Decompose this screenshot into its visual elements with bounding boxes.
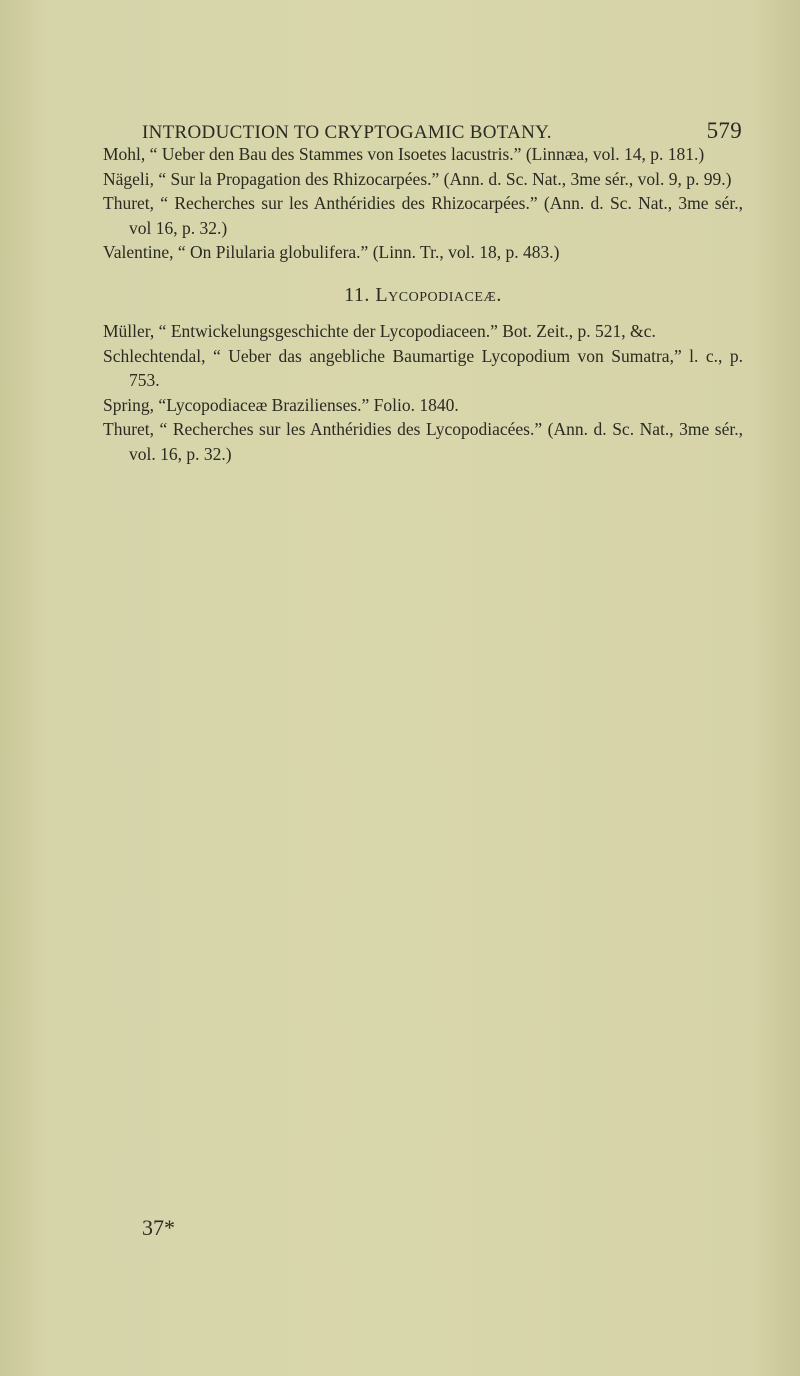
bibliography-entry: Spring, “Lycopodiaceæ Brazilienses.” Folio. 1840. xyxy=(103,394,459,415)
bibliography-entry: Mohl, “ Ueber den Bau des Stammes von Isoetes lacustris.” (Linnæa, vol. 14, p. 181.) xyxy=(103,144,705,164)
running-head-title: INTRODUCTION TO CRYPTOGAMIC BOTANY. xyxy=(142,122,552,143)
bibliography-entry: Thuret, “ Recherches sur les Anthéridies des Rhizocarpées.” (Ann. d. Sc. Nat., 3me sér., vol 16, p. 32.) xyxy=(103,193,743,238)
page-number: 579 xyxy=(706,118,742,143)
bibliography-entry: Thuret, “ Recherches sur les Anthéridies des Lycopodiacées.” (Ann. d. Sc. Nat., 3me sér., vol. 16, p. 32.) xyxy=(103,419,743,464)
bibliography-entry: Schlechtendal, “ Ueber das angebliche Baumartige Lycopodium von Sumatra,” l. c., p. 753. xyxy=(103,345,743,390)
signature-mark: 37* xyxy=(142,1215,175,1240)
running-head xyxy=(142,118,742,144)
section-heading: 11. Lycopodiaceæ. xyxy=(344,283,502,306)
bibliography-entry: Valentine, “ On Pilularia globulifera.” (Linn. Tr., vol. 18, p. 483.) xyxy=(103,242,560,262)
bibliography-entry: Nägeli, “ Sur la Propagation des Rhizocarpées.” (Ann. d. Sc. Nat., 3me sér., vol. 9, p. 99.) xyxy=(103,168,732,189)
bibliography xyxy=(103,142,743,466)
bibliography-entry: Müller, “ Entwickelungsgeschichte der Lycopodiaceen.” Bot. Zeit., p. 521, &c. xyxy=(103,321,656,341)
